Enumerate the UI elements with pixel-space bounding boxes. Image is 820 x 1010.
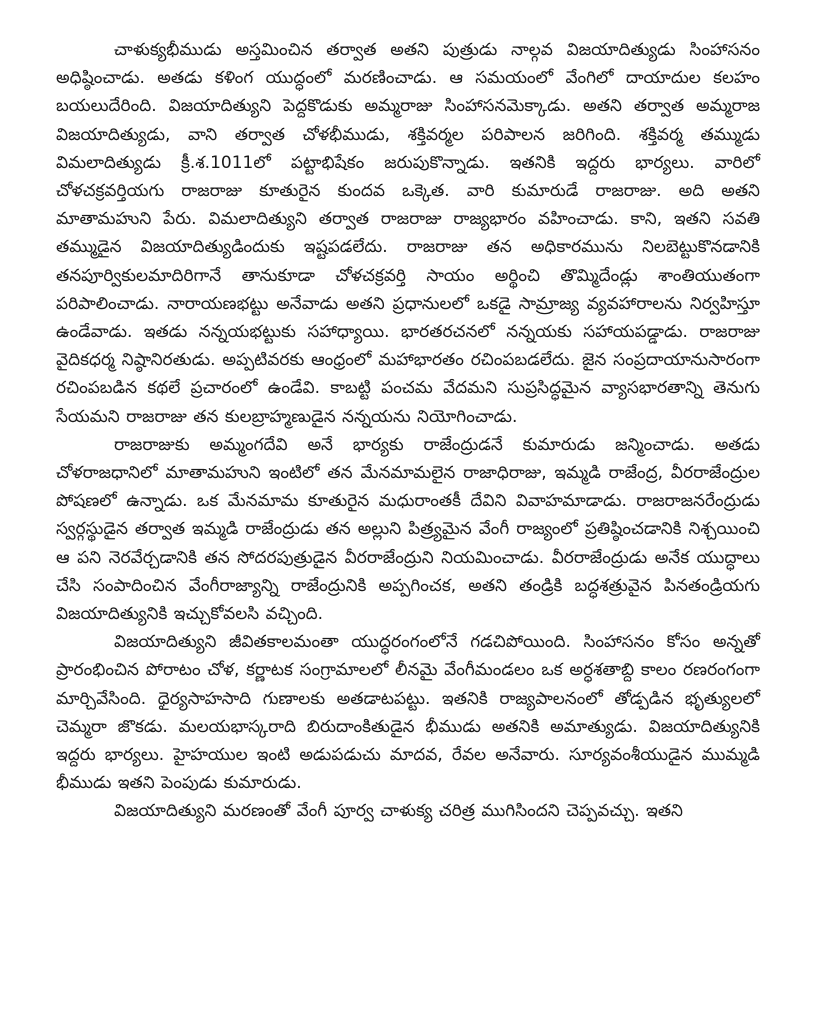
paragraph-vijayaditya-life: విజయాదిత్యుని జీవితకాలమంతా యుద్ధరంగంలోనే గడచిపోయింది. సింహాసనం కోసం అన్నతో ప్రారంభించిన పోరాటం చోళ, కర్ణాటక సంగ్రామాలలో లీనమై వేంగీమండలం ఒక అర్ధశతాబ్ది కాలం రణరంగంగా మార్చివేసింది. ధైర్యసాహసాది గుణాలకు అతడాటపట్టు. ఇతనికి రాజ్యపాలనంలో తోడ్పడిన భృత్యులలో చెమ్మరా జొకడు. మలయభాస్కరాది బిరుదాంకితుడైన భీముడు అతనికి అమాత్యుడు. విజయాదిత్యునికి ఇద్దరు భార్యలు. హైహయుల ఇంటి అడుపడుచు మాదవ, రేవల అనేవారు. సూర్యవంశీయుడైన ముమ్మడి భీముడు ఇతని పెంపుడు కుమారుడు. [56,632,760,794]
paragraph-chalukya-succession: చాళుక్యభీముడు అస్తమించిన తర్వాత అతని పుత్రుడు నాల్గవ విజయాదిత్యుడు సింహాసనం అధిష్ఠించాడు. అతడు కళింగ యుద్ధంలో మరణించాడు. ఆ సమయంలో వేంగిలో దాయాదుల కలహం బయలుదేరింది. విజయాదిత్యుని పెద్దకొడుకు అమ్మరాజు సింహాసనమెక్కాడు. అతని తర్వాత అమ్మరాజ విజయాదిత్యుడు, వాని తర్వాత చోళభీముడు, శక్తివర్మల పరిపాలన జరిగింది. శక్తివర్మ తమ్ముడు విమలాదిత్యుడు క్రీ.శ.1011లో పట్టాభిషేకం జరుపుకొన్నాడు. ఇతనికి ఇద్దరు భార్యలు. వారిలో చోళచక్రవర్తియగు రాజరాజు కూతురైన కుందవ ఒక్కెత. వారి కుమారుడే రాజరాజు. అది అతని మాతామహుని పేరు. విమలాదిత్యుని తర్వాత రాజరాజు రాజ్యభారం వహించాడు. కాని, ఇతని సవతి తమ్ముడైన విజయాదిత్యుడిందుకు ఇష్టపడలేదు. రాజరాజు తన అధికారమును నిలబెట్టుకొనడానికి తనపూర్వికులమాదిరిగానే తానుకూడా చోళచక్రవర్తి సాయం అర్థించి తొమ్మిదేండ్లు శాంతియుతంగా పరిపాలించాడు. నారాయణభట్టు అనేవాడు అతని ప్రధానులలో ఒకడై సామ్రాజ్య వ్యవహారాలను నిర్వహిస్తూ ఉండేవాడు. ఇతడు నన్నయభట్టుకు సహాధ్యాయి. భారతరచనలో నన్నయకు సహాయపడ్డాడు. రాజరాజు వైదికధర్మ నిష్ఠానిరతుడు. అప్పటివరకు ఆంధ్రంలో మహాభారతం రచింపబడలేదు. జైన సంప్రదాయానుసారంగా రచింపబడిన కథలే ప్రచారంలో ఉండేవి. కాబట్టి పంచమ వేదమని సుప్రసిద్ధమైన వ్యాసభారతాన్ని తెనుగు సేయమని రాజరాజు తన కులబ్రాహ్మణుడైన నన్నయను నియోగించాడు. [56,40,760,427]
paragraph-end-of-history: విజయాదిత్యుని మరణంతో వేంగీ పూర్వ చాళుక్య చరిత్ర ముగిసిందని చెప్పవచ్చు. ఇతని [114,801,683,822]
paragraph-rajendra: రాజరాజుకు అమ్మంగదేవి అనే భార్యకు రాజేంద్రుడనే కుమారుడు జన్మించాడు. అతడు చోళరాజధానిలో మాతామహుని ఇంటిలో తన మేనమామలైన రాజాధిరాజు, ఇమ్మడి రాజేంద్ర, వీరరాజేంద్రుల పోషణలో ఉన్నాడు. ఒక మేనమామ కూతురైన మధురాంతకీ దేవిని వివాహమాడాడు. రాజరాజనరేంద్రుడు స్వర్గస్థుడైన తర్వాత ఇమ్మడి రాజేంద్రుడు తన అల్లుని పిత్ర్యమైన వేంగీ రాజ్యంలో ప్రతిష్ఠించడానికి నిశ్చయించి ఆ పని నెరవేర్చడానికి తన సోదరపుత్రుడైన వీరరాజేంద్రుని నియమించాడు. వీరరాజేంద్రుడు అనేక యుద్ధాలు చేసి సంపాదించిన వేంగీరాజ్యాన్ని రాజేంద్రునికి అప్పగించక, అతని తండ్రికి బద్ధశత్రువైన పినతండ్రియగు విజయాదిత్యునికి ఇచ్చుకోవలసి వచ్చింది. [56,434,760,625]
